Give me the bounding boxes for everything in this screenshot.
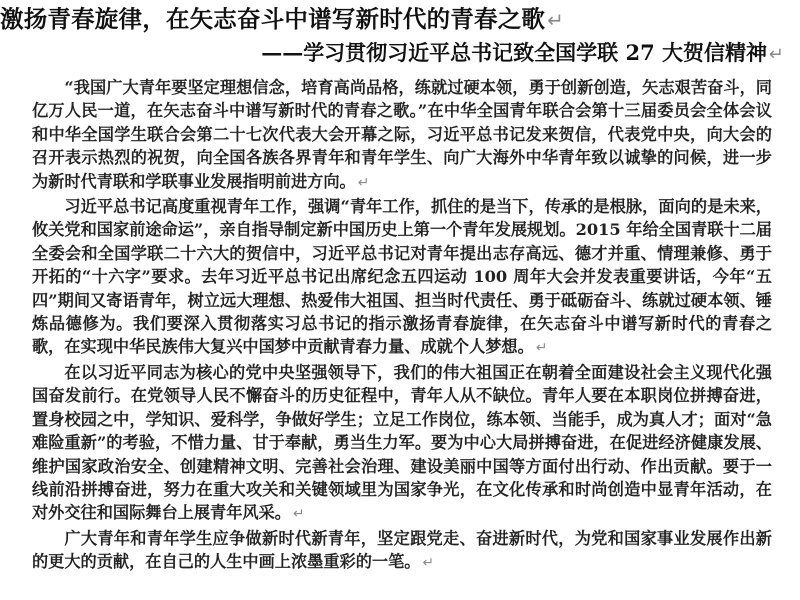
document-subtitle [261, 38, 784, 70]
paragraph [32, 195, 772, 361]
paragraph-mark-icon: ↵ [535, 340, 548, 357]
paragraph-mark-icon: ↵ [293, 506, 305, 523]
paragraph-mark-icon: ↵ [547, 8, 565, 32]
paragraph-text: 在以习近平同志为核心的党中央坚强领导下，我们的伟大祖国正在朝着全面建设社会主义现代化强国奋发前行。在党领导人民不懈奋斗的历史征程中，青年人从不缺位。青年人要在本职岗位拼搏奋进，置身校园之中，学知识、爱科学，争做好学生；立足工作岗位，练本领、当能手，成为真人才；面对“急难险重新”的考验，不惜力量、甘于奉献，勇当生力军。要为中心大局拼搏奋进，在促进经济健康发展、维护国家政治安全、创建精神文明、完善社会治理、建设美丽中国等方面付出行动、作出贡献。要于一线前沿拼搏奋进，努力在重大攻关和关键领域里为国家争光，在文化传承和时尚创造中显青年活动，在对外交往和国际舞台上展青年风采。 [32, 362, 772, 523]
paragraph [32, 527, 772, 576]
document-body [32, 76, 772, 576]
subtitle-text: ——学习贯彻习近平总书记致全国学联 27 大贺信精神 [261, 40, 768, 65]
paragraph-text: 广大青年和青年学生应争做新时代新青年，坚定跟党走、奋进新时代，为党和国家事业发展作出新的更大的贡献，在自己的人生中画上浓墨重彩的一笔。 [32, 528, 772, 572]
paragraph-mark-icon: ↵ [357, 174, 370, 191]
paragraph-mark-icon: ↵ [422, 555, 435, 572]
paragraph-text: “我国广大青年要坚定理想信念，培育高尚品格，练就过硬本领，勇于创新创造，矢志艰苦奋斗，同亿万人民一道，在矢志奋斗中谱写新时代的青春之歌。”在中华全国青年联合会第十三届委员会全体会议和中华全国学生联合会第二十七次代表大会开幕之际，习近平总书记发来贺信，代表党中央，向大会的召开表示热烈的祝贺，向全国各族各界青年和青年学生、向广大海外中华青年致以诚挚的问候，进一步为新时代青联和学联事业发展指明前进方向。 [32, 78, 772, 191]
paragraph-mark-icon: ↵ [769, 44, 784, 65]
paragraph [32, 361, 772, 527]
paragraph [32, 76, 772, 195]
title-text: 激扬青春旋律，在矢志奋斗中谱写新时代的青春之歌 [0, 5, 546, 33]
paragraph-text: 习近平总书记高度重视青年工作，强调“青年工作，抓住的是当下，传承的是根脉，面向的是未来，攸关党和国家前途命运”，亲自指导制定新中国历史上第一个青年发展规划。2015 年给全国青联十二届全委会和全国学联二十六大的贺信中，习近平总书记对青年提出志存高远、德才并重、情理兼修、勇于开拓的“十六字”要求。去年习近平总书记出席纪念五四运动 100 周年大会并发表重要讲话，今年“五四”期间又寄语青年，树立远大理想、热爱伟大祖国、担当时代责任、勇于砥砺奋斗、练就过硬本领、锤炼品德修为。我们要深入贯彻落实习总书记的指示激扬青春旋律，在矢志奋斗中谱写新时代的青春之歌，在实现中华民族伟大复兴中国梦中贡献青春力量、成就个人梦想。 [32, 197, 772, 357]
document-title [0, 2, 800, 37]
